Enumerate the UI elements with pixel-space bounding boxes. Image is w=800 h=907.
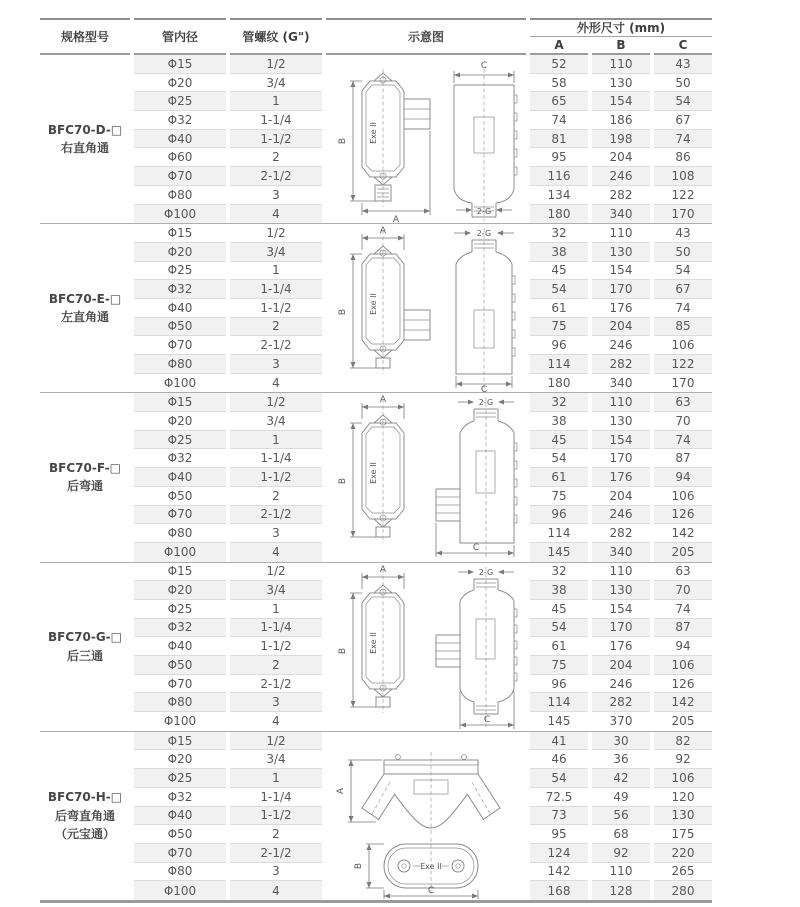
dim-b-cell: 204	[592, 656, 650, 675]
diameter-cell: Φ15	[134, 732, 226, 751]
thread-cell: 1-1/2	[230, 299, 322, 318]
dim-label-b: B	[338, 138, 348, 145]
model-cell	[40, 224, 130, 392]
diameter-cell: Φ100	[134, 205, 226, 224]
diameter-cell: Φ80	[134, 693, 226, 712]
model-code: BFC70-D-□	[47, 122, 123, 137]
diameter-cell: Φ60	[134, 148, 226, 167]
dim-c-cell: 70	[654, 412, 712, 431]
dim-b-cell: 130	[592, 74, 650, 93]
thread-cell: 1-1/2	[230, 468, 322, 487]
diameter-cell: Φ80	[134, 524, 226, 543]
dim-a-cell: 32	[530, 393, 588, 412]
thread-cell: 1	[230, 262, 322, 281]
dim-a-cell: 54	[530, 280, 588, 299]
dim-b-cell: 30	[592, 732, 650, 751]
thread-cell: 1-1/4	[230, 788, 322, 807]
diameter-cell: Φ70	[134, 844, 226, 863]
group-bfc70-h	[40, 732, 712, 900]
dim-b-cell: 92	[592, 844, 650, 863]
dim-c-cell: 265	[654, 863, 712, 882]
diameter-cell: Φ32	[134, 788, 226, 807]
diagram-ingot	[326, 732, 526, 900]
dim-c-cell: 108	[654, 167, 712, 186]
dim-c-cell: 43	[654, 55, 712, 74]
thread-cell: 3/4	[230, 243, 322, 262]
model-code: BFC70-G-□	[48, 630, 122, 645]
dim-b-cell: 56	[592, 807, 650, 826]
dim-a-cell: 73	[530, 807, 588, 826]
dim-b-cell: 110	[592, 224, 650, 243]
diameter-cell: Φ50	[134, 318, 226, 337]
thread-cell: 2	[230, 825, 322, 844]
header-col-b: B	[592, 37, 650, 55]
diameter-cell: Φ40	[134, 637, 226, 656]
dim-a-cell: 54	[530, 449, 588, 468]
dim-c-cell: 50	[654, 74, 712, 93]
dim-a-cell: 75	[530, 487, 588, 506]
thread-cell: 2	[230, 487, 322, 506]
dim-c-cell: 54	[654, 92, 712, 111]
dim-c-cell: 280	[654, 881, 712, 900]
dim-label-a: A	[379, 395, 387, 406]
group-bfc70-f	[40, 393, 712, 562]
thread-cell: 1/2	[230, 732, 322, 751]
dim-b-cell: 170	[592, 619, 650, 638]
dim-c-cell: 94	[654, 637, 712, 656]
header-col-c: C	[654, 37, 712, 55]
thread-cell: 1/2	[230, 563, 322, 582]
diameter-cell: Φ20	[134, 750, 226, 769]
dim-c-cell: 67	[654, 111, 712, 130]
dim-c-cell: 74	[654, 431, 712, 450]
dim-b-cell: 282	[592, 355, 650, 374]
dim-c-cell: 130	[654, 807, 712, 826]
diameter-cell: Φ40	[134, 468, 226, 487]
dim-a-cell: 114	[530, 355, 588, 374]
dim-label-a: A	[379, 564, 387, 575]
dim-b-cell: 246	[592, 336, 650, 355]
diameter-cell: Φ70	[134, 675, 226, 694]
dim-b-cell: 204	[592, 487, 650, 506]
thread-cell: 4	[230, 881, 322, 900]
exe-mark: Exe II	[369, 462, 378, 485]
dim-b-cell: 154	[592, 92, 650, 111]
dim-c-cell: 126	[654, 506, 712, 525]
thread-cell: 1	[230, 769, 322, 788]
dim-b-cell: 246	[592, 506, 650, 525]
model-name: 后弯直角通	[54, 808, 115, 823]
diameter-cell: Φ25	[134, 769, 226, 788]
dim-label-b: B	[338, 647, 348, 654]
dim-c-cell: 70	[654, 581, 712, 600]
diameter-cell: Φ100	[163, 376, 197, 391]
dim-c-cell: 74	[654, 299, 712, 318]
dim-c-cell: 106	[654, 656, 712, 675]
model-cell	[40, 393, 130, 561]
diameter-cell: Φ15	[134, 224, 226, 243]
thread-label: 2-G	[478, 567, 494, 577]
dim-b-cell: 130	[592, 412, 650, 431]
rear-tee-drawing	[326, 563, 526, 731]
dim-c-cell: 85	[654, 318, 712, 337]
dim-b-cell: 170	[592, 449, 650, 468]
diameter-cell: Φ80	[134, 355, 226, 374]
dim-a-cell: 32	[530, 563, 588, 582]
dim-a-cell: 74	[530, 111, 588, 130]
model-code: BFC70-F-□	[49, 460, 121, 475]
dim-a-cell: 45	[530, 600, 588, 619]
diagram-rear-tee	[326, 563, 526, 731]
dim-b-cell: 282	[592, 693, 650, 712]
diameter-cell: Φ50	[134, 656, 226, 675]
dim-b-cell: 154	[592, 431, 650, 450]
thread-cell: 1/2	[230, 55, 322, 74]
dim-b-cell: 186	[592, 111, 650, 130]
dim-c-cell: 50	[654, 243, 712, 262]
dim-a-cell: 45	[530, 262, 588, 281]
dim-c-cell: 170	[654, 205, 712, 224]
dim-a-cell: 75	[530, 318, 588, 337]
dim-b-cell: 204	[592, 148, 650, 167]
thread-cell: 3	[230, 693, 322, 712]
thread-cell: 1-1/2	[230, 807, 322, 826]
dim-a-cell: 124	[530, 844, 588, 863]
dim-b-cell: 204	[592, 318, 650, 337]
dim-label-c: C	[480, 61, 488, 72]
thread-cell: 1-1/4	[230, 111, 322, 130]
model-cell	[40, 55, 130, 223]
thread-cell: 1	[230, 92, 322, 111]
dim-label-b: B	[338, 309, 348, 316]
diameter-cell: Φ80	[134, 186, 226, 205]
thread-cell: 4	[272, 714, 280, 729]
thread-cell: 2-1/2	[230, 167, 322, 186]
dim-a-cell: 96	[530, 506, 588, 525]
exe-mark: Exe II	[369, 122, 378, 144]
thread-cell: 3/4	[230, 412, 322, 431]
dim-a-cell: 145	[547, 714, 571, 729]
dim-b-cell: 340	[592, 543, 650, 562]
thread-cell: 4	[230, 205, 322, 224]
dim-a-cell: 180	[530, 205, 588, 224]
dim-a-cell: 180	[547, 376, 571, 391]
dim-a-cell: 114	[530, 693, 588, 712]
dim-a-cell: 58	[530, 74, 588, 93]
diameter-cell: Φ50	[134, 825, 226, 844]
dim-c-cell: 63	[654, 563, 712, 582]
dim-a-cell: 145	[530, 543, 588, 562]
dim-a-cell: 72.5	[530, 788, 588, 807]
thread-cell: 1	[230, 600, 322, 619]
dim-label-b: B	[354, 862, 364, 869]
header-dimensions-title: 外形尺寸 (mm)	[530, 20, 712, 37]
right-angle-through-drawing	[326, 55, 526, 223]
header-thread: 管螺纹 (G")	[230, 18, 322, 55]
dim-c-cell: 74	[654, 600, 712, 619]
diameter-cell: Φ40	[134, 299, 226, 318]
diameter-cell: Φ80	[134, 863, 226, 882]
dim-c-cell: 67	[654, 280, 712, 299]
model-cell	[40, 563, 130, 731]
thread-cell: 1-1/2	[230, 637, 322, 656]
diameter-cell: Φ15	[134, 393, 226, 412]
dim-a-cell: 38	[530, 581, 588, 600]
dim-b-cell: 370	[609, 714, 633, 729]
dim-c-cell: 94	[654, 468, 712, 487]
thread-cell: 3/4	[230, 750, 322, 769]
dim-b-cell: 282	[592, 186, 650, 205]
dim-c-cell: 82	[654, 732, 712, 751]
model-name: 右直角通	[60, 141, 109, 156]
dim-c-cell: 205	[654, 543, 712, 562]
thread-cell: 3	[230, 186, 322, 205]
dim-b-cell: 340	[592, 205, 650, 224]
dim-a-cell: 65	[530, 92, 588, 111]
diameter-cell: Φ20	[134, 581, 226, 600]
rear-bend-through-drawing	[326, 393, 526, 561]
model-name: 后三通	[66, 648, 103, 663]
dim-a-cell: 46	[530, 750, 588, 769]
dim-c-cell: 92	[654, 750, 712, 769]
diameter-cell: Φ25	[134, 600, 226, 619]
diameter-cell: Φ100	[134, 543, 226, 562]
dim-c-cell: 120	[654, 788, 712, 807]
dim-b-cell: 176	[592, 637, 650, 656]
thread-cell: 1/2	[230, 224, 322, 243]
diameter-cell: Φ100	[163, 714, 197, 729]
dim-b-cell: 154	[592, 600, 650, 619]
dim-a-cell: 116	[530, 167, 588, 186]
diameter-cell: Φ32	[134, 619, 226, 638]
dim-c-cell: 86	[654, 148, 712, 167]
dim-b-cell: 68	[592, 825, 650, 844]
dim-c-cell: 87	[654, 619, 712, 638]
dim-a-cell: 95	[530, 148, 588, 167]
header-model: 规格型号	[40, 18, 130, 55]
diameter-cell: Φ15	[134, 563, 226, 582]
dim-b-cell: 42	[592, 769, 650, 788]
dim-a-cell: 134	[530, 186, 588, 205]
dim-c-cell: 220	[654, 844, 712, 863]
dim-label-c: C	[472, 543, 480, 554]
dim-b-cell: 110	[592, 563, 650, 582]
dim-b-cell: 282	[592, 524, 650, 543]
thread-cell: 3	[230, 863, 322, 882]
dim-label-c: C	[483, 714, 491, 725]
dim-label-a: A	[392, 215, 400, 224]
thread-label: 2-G	[478, 398, 494, 408]
thread-cell: 1-1/4	[230, 449, 322, 468]
thread-cell: 2-1/2	[230, 675, 322, 694]
exe-mark: Exe II	[420, 861, 442, 871]
dim-c-cell: 175	[654, 825, 712, 844]
thread-cell: 3	[230, 524, 322, 543]
dim-a-cell: 114	[530, 524, 588, 543]
dim-b-cell: 154	[592, 262, 650, 281]
thread-cell: 1/2	[230, 393, 322, 412]
diameter-cell: Φ20	[134, 412, 226, 431]
exe-mark: Exe II	[369, 631, 378, 654]
diameter-cell: Φ20	[134, 243, 226, 262]
table-header-row	[40, 18, 712, 55]
thread-cell: 4	[272, 376, 280, 391]
dim-b-cell: 110	[592, 55, 650, 74]
diameter-cell: Φ20	[134, 74, 226, 93]
group-bfc70-d	[40, 55, 712, 224]
diameter-cell: Φ25	[134, 92, 226, 111]
header-diameter: 管内径	[134, 18, 226, 55]
diameter-cell: Φ100	[134, 881, 226, 900]
group-bfc70-g	[40, 563, 712, 732]
dim-label-c: C	[480, 385, 488, 393]
dim-c-cell: 126	[654, 675, 712, 694]
thread-cell: 2-1/2	[230, 844, 322, 863]
dim-c-cell: 54	[654, 262, 712, 281]
dim-c-cell: 106	[654, 336, 712, 355]
diameter-cell: Φ25	[134, 431, 226, 450]
dim-a-cell: 32	[530, 224, 588, 243]
thread-cell: 3/4	[230, 74, 322, 93]
dim-b-cell: 176	[592, 468, 650, 487]
dim-c-cell: 106	[654, 487, 712, 506]
dim-c-cell: 43	[654, 224, 712, 243]
dim-a-cell: 96	[530, 336, 588, 355]
dim-c-cell: 87	[654, 449, 712, 468]
diameter-cell: Φ32	[134, 449, 226, 468]
model-name: 后弯通	[66, 479, 103, 494]
header-dimensions-subrow	[530, 37, 712, 55]
header-col-a: A	[530, 37, 588, 55]
thread-cell: 2-1/2	[230, 506, 322, 525]
group-bfc70-e	[40, 224, 712, 393]
dim-b-cell: 246	[592, 167, 650, 186]
dim-a-cell: 41	[530, 732, 588, 751]
dim-c-cell: 142	[654, 693, 712, 712]
spec-table	[40, 18, 712, 903]
dim-a-cell: 61	[530, 299, 588, 318]
header-diagram: 示意图	[326, 18, 526, 55]
diameter-cell: Φ70	[134, 336, 226, 355]
dim-b-cell: 246	[592, 675, 650, 694]
thread-cell: 1	[230, 431, 322, 450]
diameter-cell: Φ70	[134, 506, 226, 525]
dim-c-cell: 122	[654, 355, 712, 374]
dim-a-cell: 96	[530, 675, 588, 694]
thread-cell: 2	[230, 318, 322, 337]
thread-cell: 2	[230, 148, 322, 167]
dim-a-cell: 75	[530, 656, 588, 675]
thread-label: 2-G	[476, 229, 492, 239]
thread-cell: 4	[230, 543, 322, 562]
dim-a-cell: 61	[530, 468, 588, 487]
dim-a-cell: 45	[530, 431, 588, 450]
dim-b-cell: 340	[609, 376, 633, 391]
diameter-cell: Φ40	[134, 807, 226, 826]
dim-a-cell: 61	[530, 637, 588, 656]
diameter-cell: Φ15	[134, 55, 226, 74]
dim-a-cell: 54	[530, 619, 588, 638]
thread-cell: 2-1/2	[230, 336, 322, 355]
left-angle-through-drawing	[326, 224, 526, 392]
thread-cell: 3	[230, 355, 322, 374]
dim-a-cell: 81	[530, 130, 588, 149]
exe-mark: Exe II	[369, 293, 378, 316]
table-bottom-rule	[40, 900, 712, 903]
diameter-cell: Φ50	[134, 487, 226, 506]
thread-label: 2-G	[476, 207, 492, 217]
dim-label-a: A	[379, 226, 387, 237]
model-name-2: （元宝通）	[54, 827, 115, 842]
dim-b-cell: 128	[592, 881, 650, 900]
dim-c-cell: 205	[671, 714, 695, 729]
dim-c-cell: 170	[671, 376, 695, 391]
diameter-cell: Φ32	[134, 111, 226, 130]
dim-a-cell: 168	[530, 881, 588, 900]
dim-b-cell: 110	[592, 393, 650, 412]
dim-a-cell: 142	[530, 863, 588, 882]
thread-cell: 3/4	[230, 581, 322, 600]
dim-a-cell: 95	[530, 825, 588, 844]
dim-b-cell: 49	[592, 788, 650, 807]
dim-c-cell: 63	[654, 393, 712, 412]
dim-label-b: B	[338, 478, 348, 485]
dim-b-cell: 130	[592, 581, 650, 600]
model-code: BFC70-E-□	[48, 291, 122, 306]
dim-label-a: A	[336, 787, 346, 794]
model-cell	[40, 732, 130, 900]
dim-a-cell: 52	[530, 55, 588, 74]
diagram-rear-bend	[326, 393, 526, 561]
thread-cell: 1-1/4	[230, 619, 322, 638]
dim-a-cell: 38	[530, 243, 588, 262]
dim-a-cell: 54	[530, 769, 588, 788]
dim-c-cell: 74	[654, 130, 712, 149]
thread-cell: 1-1/2	[230, 130, 322, 149]
dim-label-c: C	[427, 885, 435, 896]
dim-c-cell: 142	[654, 524, 712, 543]
model-name: 左直角通	[60, 310, 109, 325]
model-code: BFC70-H-□	[47, 789, 123, 804]
diagram-right-angle	[326, 55, 526, 223]
thread-cell: 2	[230, 656, 322, 675]
diameter-cell: Φ40	[134, 130, 226, 149]
diameter-cell: Φ70	[134, 167, 226, 186]
dim-b-cell: 198	[592, 130, 650, 149]
thread-cell: 1-1/4	[230, 280, 322, 299]
dim-b-cell: 110	[592, 863, 650, 882]
dim-b-cell: 36	[592, 750, 650, 769]
diagram-left-angle	[326, 224, 526, 392]
header-dimensions-group	[530, 18, 712, 55]
dim-b-cell: 176	[592, 299, 650, 318]
diameter-cell: Φ32	[134, 280, 226, 299]
diameter-cell: Φ25	[134, 262, 226, 281]
dim-c-cell: 122	[654, 186, 712, 205]
dim-a-cell: 38	[530, 412, 588, 431]
dim-b-cell: 130	[592, 243, 650, 262]
ingot-through-drawing	[326, 732, 526, 900]
dim-b-cell: 170	[592, 280, 650, 299]
dim-c-cell: 106	[654, 769, 712, 788]
